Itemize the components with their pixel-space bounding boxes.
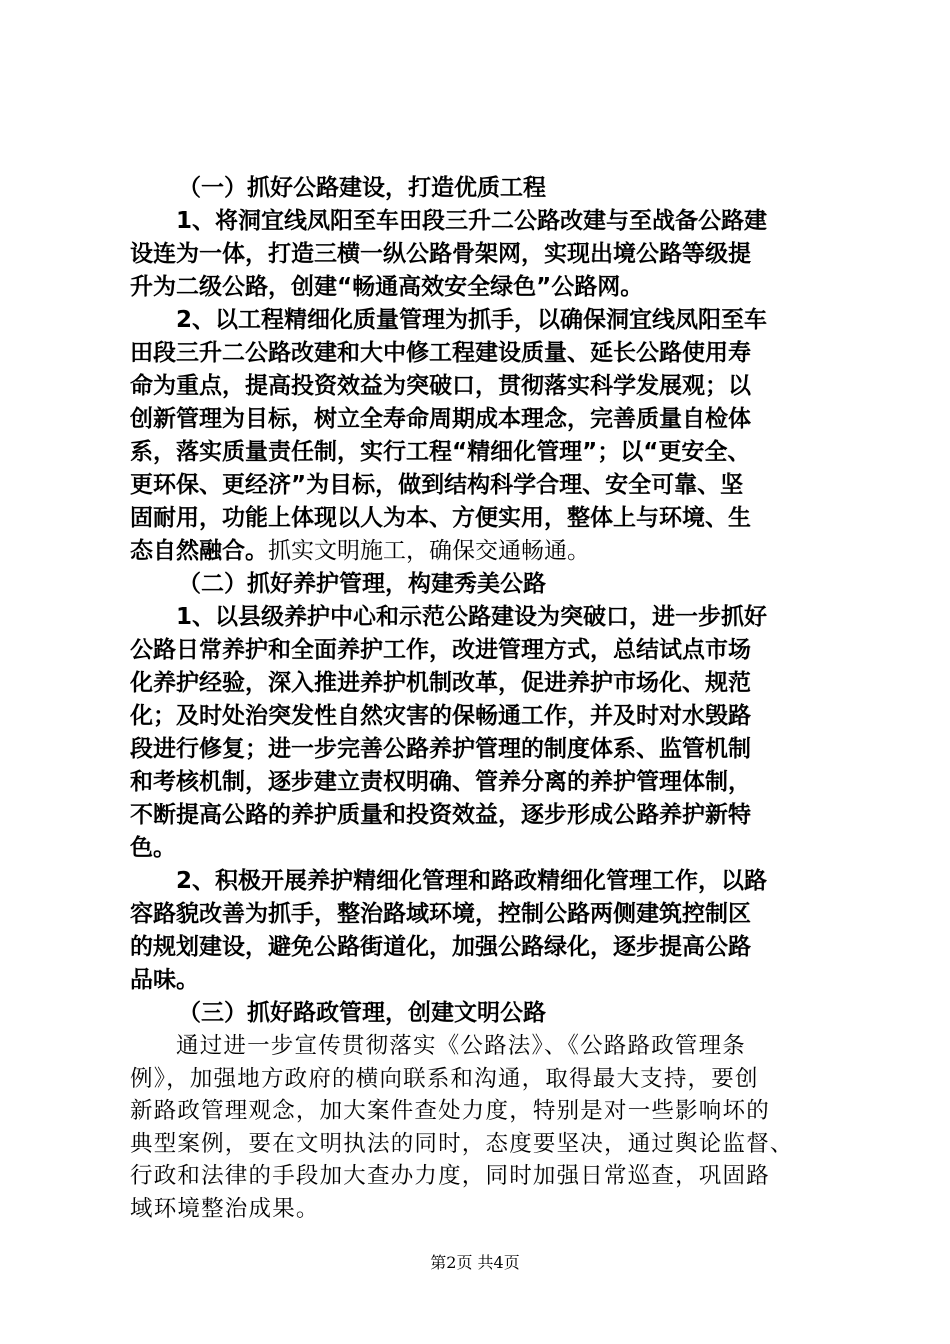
- paragraph-line: 段进行修复；进一步完善公路养护管理的制度体系、监管机制: [130, 736, 751, 762]
- section-heading: （一）抓好公路建设，打造优质工程: [178, 175, 546, 201]
- paragraph-line: 命为重点，提高投资效益为突破口，贯彻落实科学发展观；以: [130, 373, 751, 399]
- paragraph-line: 1、以县级养护中心和示范公路建设为突破口，进一步抓好: [176, 604, 768, 630]
- paragraph-line: 例》，加强地方政府的横向联系和沟通，取得最大支持，要创: [130, 1065, 759, 1092]
- section-heading: （二）抓好养护管理，构建秀美公路: [178, 571, 546, 597]
- paragraph-line: 设连为一体，打造三横一纵公路骨架网，实现出境公路等级提: [130, 241, 751, 267]
- paragraph-line: 2、以工程精细化质量管理为抓手，以确保洞宜线凤阳至车: [176, 307, 768, 333]
- paragraph-line: 田段三升二公路改建和大中修工程建设质量、延长公路使用寿: [130, 340, 751, 366]
- document-body: [130, 172, 830, 1225]
- text-run: 态自然融合。: [130, 538, 268, 564]
- paragraph-line: 典型案例，要在文明执法的同时，态度要坚决，通过舆论监督、: [130, 1130, 794, 1157]
- paragraph-line: 固耐用，功能上体现以人为本、方便实用，整体上与环境、生: [130, 505, 751, 531]
- paragraph: [130, 865, 830, 997]
- paragraph-line: 行政和法律的手段加大查办力度，同时加强日常巡查，巩固路: [130, 1163, 770, 1189]
- text-run: 抓实文明施工，确保交通畅通。: [268, 538, 590, 564]
- paragraph-line: 更环保、更经济”为目标，做到结构科学合理、安全可靠、坚: [130, 472, 744, 498]
- paragraph: [130, 1030, 830, 1225]
- paragraph-line: 升为二级公路，创建“畅通高效安全绿色”公路网。: [130, 274, 644, 300]
- paragraph-line: 公路日常养护和全面养护工作，改进管理方式，总结试点市场: [130, 637, 751, 663]
- paragraph-line: [130, 535, 830, 568]
- paragraph-line: 化养护经验，深入推进养护机制改革，促进养护市场化、规范: [130, 670, 751, 696]
- paragraph: [130, 304, 830, 568]
- section-heading: （三）抓好路政管理，创建文明公路: [178, 1000, 546, 1026]
- paragraph-line: 和考核机制，逐步建立责权明确、管养分离的养护管理体制，: [130, 769, 751, 795]
- paragraph: [130, 205, 830, 304]
- paragraph-line: 创新管理为目标，树立全寿命周期成本理念，完善质量自检体: [130, 406, 751, 432]
- paragraph-line: 通过进一步宣传贯彻落实《公路法》、《公路路政管理条: [176, 1033, 747, 1059]
- paragraph-line: 容路貌改善为抓手，整治路域环境，控制公路两侧建筑控制区: [130, 901, 751, 927]
- page-footer: 第2页 共4页: [430, 1253, 520, 1272]
- paragraph-line: 系，落实质量责任制，实行工程“精细化管理”；以“更安全、: [130, 439, 751, 465]
- paragraph: [130, 601, 830, 865]
- paragraph-line: 色。: [130, 835, 176, 861]
- paragraph-line: 1、将洞宜线凤阳至车田段三升二公路改建与至战备公路建: [176, 208, 768, 234]
- paragraph-line: 域环境整治成果。: [130, 1195, 320, 1222]
- paragraph-line: 品味。: [130, 967, 199, 993]
- paragraph-line: 化；及时处治突发性自然灾害的保畅通工作，并及时对水毁路: [130, 703, 751, 729]
- paragraph-line: 的规划建设，避免公路街道化，加强公路绿化，逐步提高公路: [130, 934, 751, 960]
- paragraph-line: 2、积极开展养护精细化管理和路政精细化管理工作，以路: [176, 868, 768, 894]
- paragraph-line: 新路政管理观念，加大案件查处力度，特别是对一些影响坏的: [130, 1098, 770, 1124]
- paragraph-line: 不断提高公路的养护质量和投资效益，逐步形成公路养护新特: [130, 802, 751, 828]
